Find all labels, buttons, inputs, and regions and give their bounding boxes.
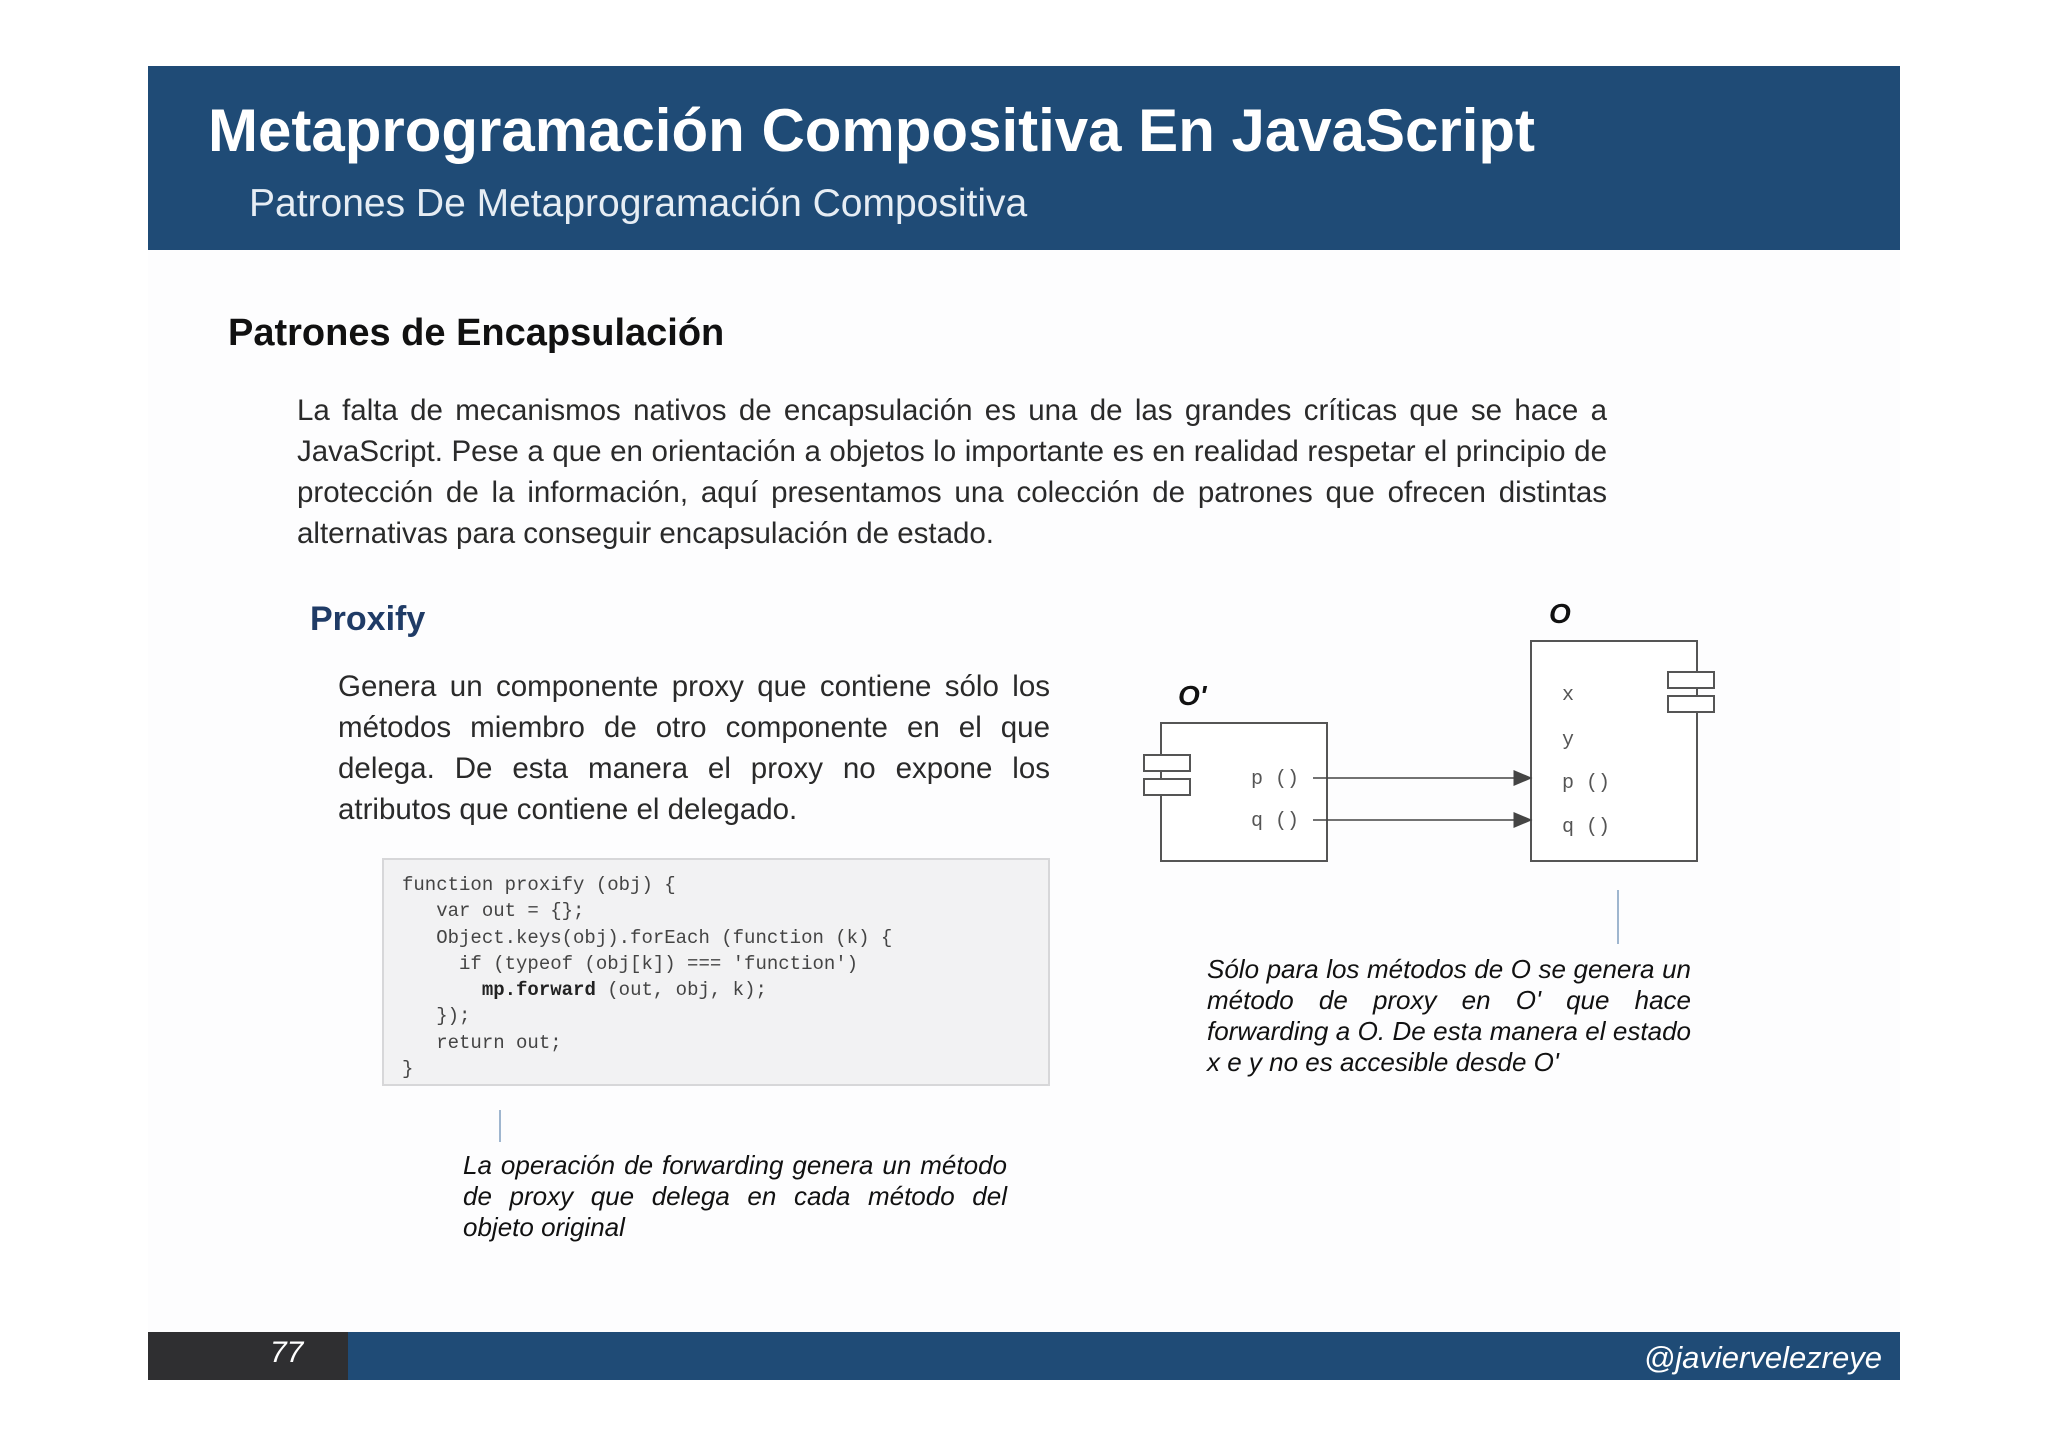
proxy-port-icon	[1144, 779, 1190, 795]
proxy-member: p ()	[1251, 768, 1300, 791]
slide-title: Metaprogramación Compositiva En JavaScript	[208, 97, 1536, 164]
footer-page-box	[148, 1332, 348, 1380]
code-line: return out;	[402, 1031, 562, 1054]
target-port-icon	[1668, 672, 1714, 688]
proxy-label: O'	[1178, 680, 1207, 711]
proxify-heading: Proxify	[310, 600, 426, 638]
proxy-member: q ()	[1251, 810, 1300, 833]
footer-bar	[348, 1332, 1900, 1380]
proxy-port-icon	[1144, 755, 1190, 771]
diagram-note: Sólo para los métodos de O se genera un método de proxy en O' que hace forwarding a O. De esta manera el estado x e y no es accesible desde O'	[1207, 954, 1691, 1077]
code-line: }	[402, 1058, 414, 1081]
target-member: y	[1562, 729, 1575, 752]
target-port-icon	[1668, 696, 1714, 712]
page-number: 77	[270, 1336, 304, 1369]
code-line: if (typeof (obj[k]) === 'function')	[402, 952, 859, 975]
code-forward-call: mp.forward	[481, 979, 596, 1002]
code-line: });	[402, 1005, 471, 1028]
code-line: Object.keys(obj).forEach (function (k) {	[402, 926, 893, 949]
code-line: function proxify (obj) {	[402, 874, 676, 896]
code-line: var out = {};	[402, 900, 585, 923]
target-member: x	[1562, 684, 1575, 707]
forwarding-note: La operación de forwarding genera un método de proxy que delega en cada método del objeto original	[463, 1150, 1007, 1242]
intro-paragraph: La falta de mecanismos nativos de encapsulación es una de las grandes críticas que se hace a JavaScript. Pese a que en orientación a objetos lo importante es en realidad respetar el principio de protección de la información, aquí presentamos una colección de patrones que ofrecen distintas alternativas para conseguir encapsulación de estado.	[297, 394, 1607, 550]
section-title: Patrones de Encapsulación	[228, 312, 725, 354]
target-label: O	[1549, 598, 1571, 629]
code-line-forward: mp.forward (out, obj, k);	[481, 979, 767, 1002]
target-member: q ()	[1562, 816, 1611, 839]
slide-subtitle: Patrones De Metaprogramación Compositiva	[249, 182, 1028, 225]
author-handle: @javiervelezreye	[1643, 1340, 1882, 1375]
proxify-description: Genera un componente proxy que contiene sólo los métodos miembro de otro componente en el que delega. De esta manera el proxy no expone los atributos que contiene el delegado.	[338, 670, 1050, 826]
target-member: p ()	[1562, 772, 1611, 795]
